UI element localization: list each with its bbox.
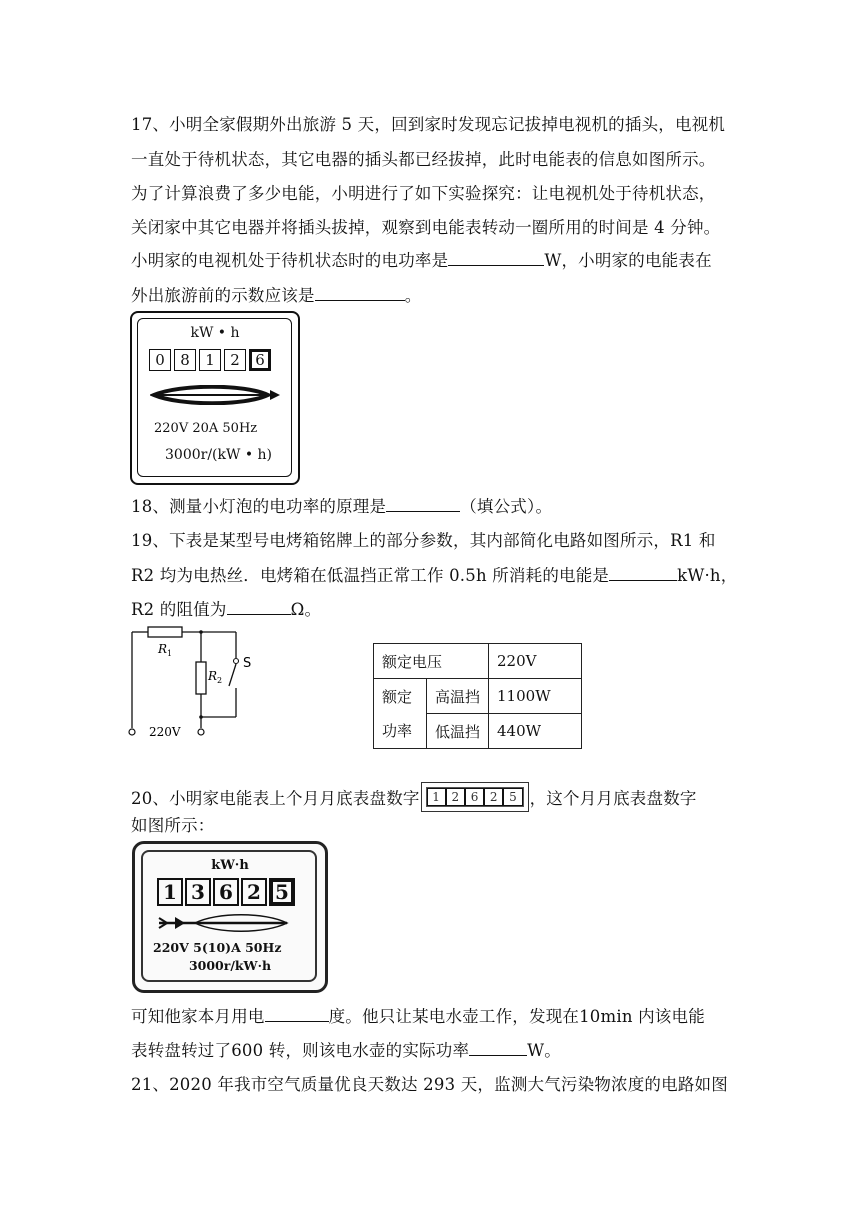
meter-digit: 2 [241, 878, 267, 906]
q17-line-3: 为了计算浪费了多少电能，小明进行了如下实验探究：让电视机处于待机状态， [131, 184, 716, 203]
q17-line-5 [131, 247, 712, 271]
q20-line-4-tail: W。 [527, 1041, 561, 1060]
q19-line-2 [131, 562, 737, 586]
q17-meter-rate: 3000r/(kW • h) [165, 447, 273, 463]
q19-line-3 [131, 596, 321, 620]
q17-energy-meter [130, 311, 300, 485]
q17-line-6-text: 外出旅游前的示数应该是 [131, 286, 315, 305]
r1-label: $R_1$ [158, 642, 173, 658]
q18-formula-blank[interactable] [386, 497, 460, 512]
q20-line-4 [131, 1037, 561, 1061]
q17-line-5-text: 小明家的电视机处于待机状态时的电功率是 [131, 251, 449, 270]
q17-line-6-tail: 。 [404, 286, 422, 305]
meter-digit: 5 [503, 788, 522, 806]
q20-line-1-tail: ，这个月月底表盘数字 [529, 789, 697, 808]
meter-digit: 2 [224, 349, 246, 371]
meter-digit: 1 [157, 878, 183, 906]
q18-line [131, 493, 552, 517]
meter-digit-decimal: 5 [269, 878, 295, 906]
q20-meter-specs: 220V 5(10)A 50Hz [153, 940, 282, 955]
switch-blade [229, 664, 236, 686]
q20-prev-reading-image [421, 782, 529, 812]
rated-power-label [374, 679, 427, 749]
q20-line-3-tail: 度。他只让某电水壶工作，发现在10min 内该电能 [328, 1007, 705, 1026]
switch-label: S [243, 656, 252, 671]
rated-voltage-label: 额定电压 [374, 644, 489, 679]
q19-resistance-blank[interactable] [227, 600, 291, 615]
meter-digit: 0 [149, 349, 171, 371]
low-mode-value: 440W [489, 714, 582, 749]
q20-line-1 [131, 782, 697, 812]
low-mode-label: 低温挡 [427, 714, 489, 749]
q20-meter-unit: kW·h [211, 858, 249, 873]
q17-power-blank[interactable] [448, 251, 544, 266]
q20-power-blank[interactable] [469, 1041, 527, 1056]
q20-prev-digits [426, 787, 524, 807]
q17-meter-digits [149, 349, 271, 371]
q20-line-4-text: 表转盘转过了600 转，则该电水壶的实际功率 [131, 1041, 470, 1060]
q19-line-3-tail: Ω。 [290, 600, 322, 619]
q20-line-3 [131, 1003, 705, 1027]
meter-digit: 1 [427, 788, 446, 806]
q20-meter-rate: 3000r/kW·h [188, 958, 272, 973]
q19-spec-table [373, 643, 582, 749]
resistor-r1 [148, 627, 182, 637]
q20-line-2: 如图所示： [131, 816, 215, 835]
q17-meter-specs: 220V 20A 50Hz [154, 421, 258, 436]
meter-digit: 1 [199, 349, 221, 371]
q17-line-1: 17、小明全家假期外出旅游 5 天，回到家时发现忘记拔掉电视机的插头，电视机 [131, 115, 726, 134]
meter-digit: 6 [465, 788, 484, 806]
r2-label: $R_2$ [208, 669, 223, 685]
q17-reading-blank[interactable] [315, 286, 405, 301]
q18-text: 18、测量小灯泡的电功率的原理是 [131, 497, 387, 516]
rated-voltage-value: 220V [489, 644, 582, 679]
q19-line-3-text: R2 的阻值为 [131, 600, 227, 619]
rated-power-label-1: 额定 [382, 687, 413, 706]
meter-digit: 6 [213, 878, 239, 906]
rated-power-label-2: 功率 [382, 721, 413, 740]
q19-circuit-diagram [120, 620, 270, 745]
high-mode-label: 高温挡 [427, 679, 489, 714]
q19-line-2-tail: kW·h， [677, 566, 738, 585]
terminal-right [198, 729, 204, 735]
voltage-label: 220V [149, 725, 181, 739]
q20-meter-digits [157, 878, 295, 906]
meter-digit: 8 [174, 349, 196, 371]
q19-line-2-text: R2 均为电热丝．电烤箱在低温挡正常工作 0.5h 所消耗的电能是 [131, 566, 610, 585]
meter-digit: 2 [484, 788, 503, 806]
q17-meter-disc-arrow-icon [150, 385, 282, 405]
q17-line-4: 关闭家中其它电器并将插头拔掉，观察到电能表转动一圈所用的时间是 4 分钟。 [131, 218, 721, 237]
q21-line-1: 21、2020 年我市空气质量优良天数达 293 天，监测大气污染物浓度的电路如图 [131, 1075, 728, 1094]
q17-meter-unit: kW • h [190, 325, 240, 341]
resistor-r2 [196, 662, 206, 694]
q20-usage-blank[interactable] [265, 1007, 329, 1022]
meter-digit: 2 [446, 788, 465, 806]
high-mode-value: 1100W [489, 679, 582, 714]
q18-tail: （填公式）。 [460, 497, 553, 516]
q20-line-1-text: 20、小明家电能表上个月月底表盘数字 [131, 789, 420, 808]
q20-meter-disc-arrow-icon [155, 912, 305, 934]
q19-line-1: 19、下表是某型号电烤箱铭牌上的部分参数，其内部简化电路如图所示，R1 和 [131, 531, 716, 550]
q17-line-5-tail: W，小明家的电能表在 [544, 251, 712, 270]
meter-digit: 3 [185, 878, 211, 906]
terminal-left [129, 729, 135, 735]
q20-energy-meter [132, 841, 328, 993]
meter-digit-decimal: 6 [249, 349, 271, 371]
q17-line-2: 一直处于待机状态，其它电器的插头都已经拔掉，此时电能表的信息如图所示。 [131, 150, 716, 169]
q17-line-6 [131, 282, 421, 306]
q20-line-3-text: 可知他家本月用电 [131, 1007, 265, 1026]
q19-energy-blank[interactable] [609, 566, 677, 581]
